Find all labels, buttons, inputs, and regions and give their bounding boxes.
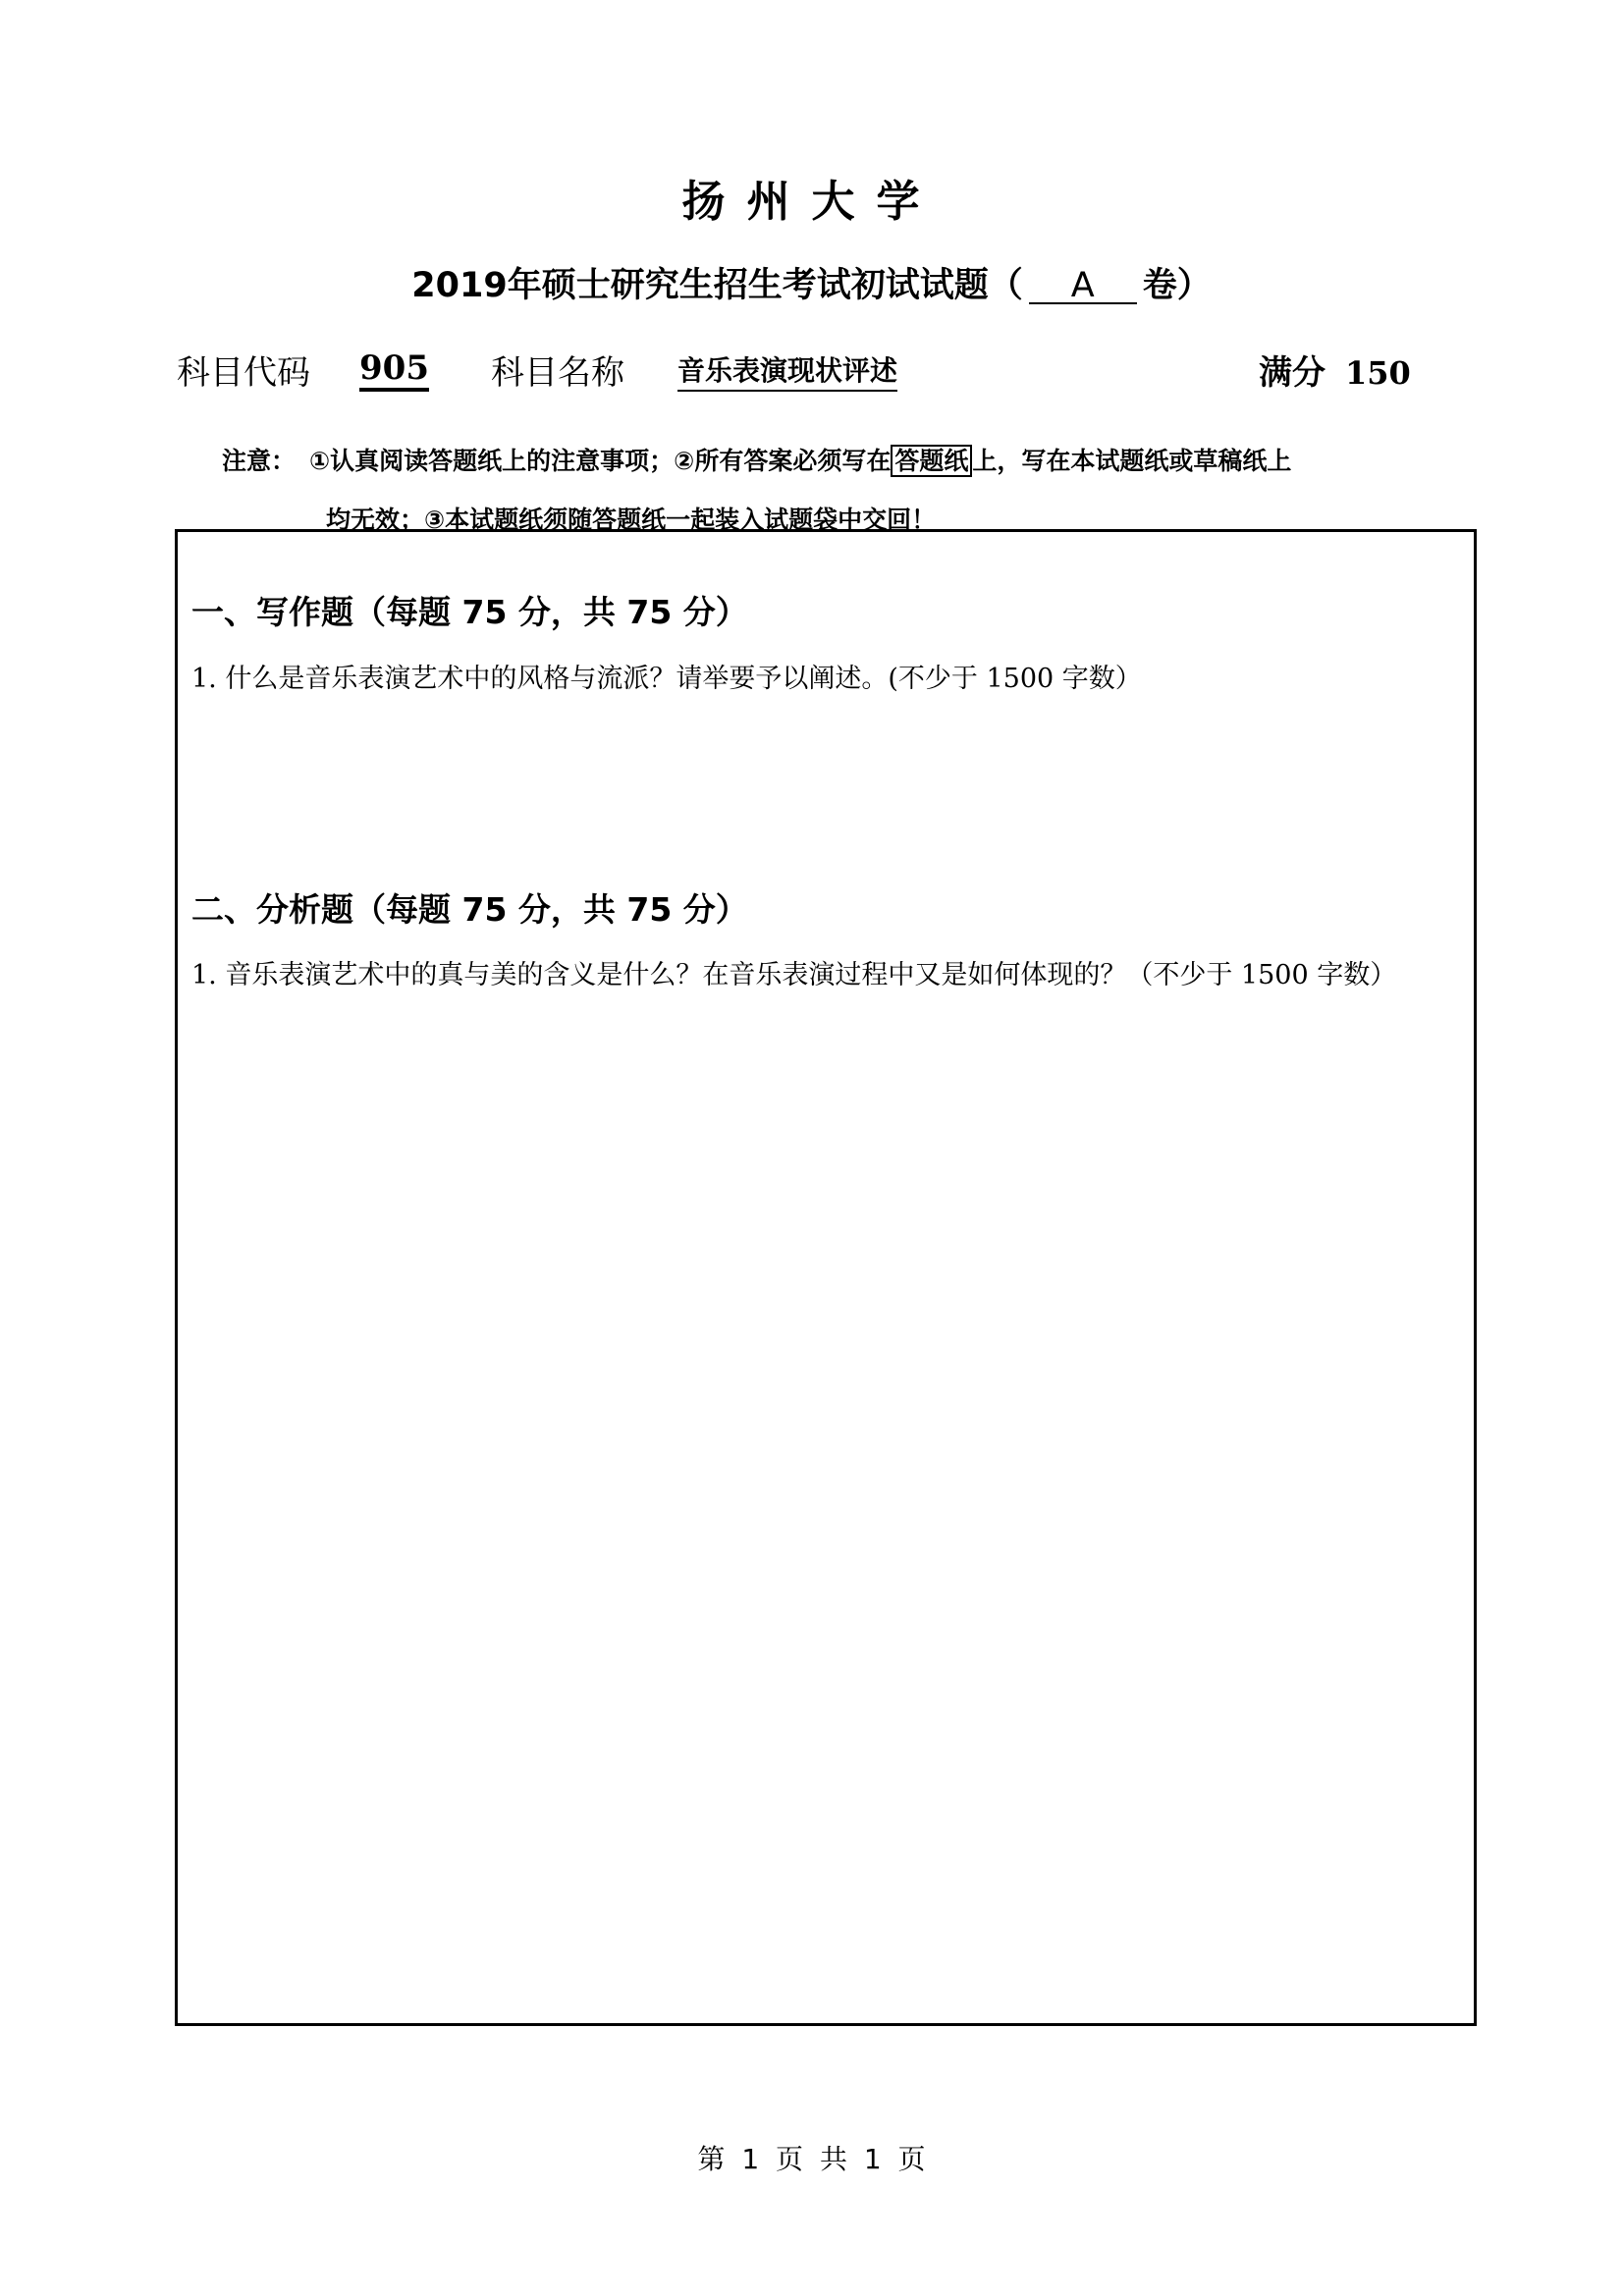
notice-line2: 均无效；③本试题纸须随答题纸一起装入试题袋中交回！ [326,506,937,534]
answer-sheet-boxed: 答题纸 [891,445,972,477]
question-analysis-1: 1. 音乐表演艺术中的真与美的含义是什么？在音乐表演过程中又是如何体现的？（不少于 1500 字数） [191,960,1397,990]
paper-version: A [1029,269,1137,304]
subject-name-label: 科目名称 [491,353,624,393]
question-writing-1: 1. 什么是音乐表演艺术中的风格与流派？请举要予以阐述。(不少于 1500 字数） [191,664,1142,694]
exam-title-prefix: 2019年硕士研究生招生考试初试试题（ [411,266,1023,305]
exam-title-suffix: 卷） [1142,266,1212,305]
section-title-analysis: 二、分析题（每题 75 分，共 75 分） [191,890,748,929]
subject-info-row [177,348,1424,398]
notice-label: 注意： [222,447,297,475]
page-footer: 第 1 页 共 1 页 [697,2143,926,2175]
subject-name-value: 音乐表演现状评述 [677,352,897,392]
subject-code-value: 905 [359,348,429,392]
full-score-label: 满分 [1259,353,1325,393]
subject-code-label: 科目代码 [177,353,310,393]
section-title-writing: 一、写作题（每题 75 分，共 75 分） [191,593,748,631]
exam-title [0,263,1623,308]
university-name: 扬州大学 [681,177,942,227]
notice-line1-a: ①认真阅读答题纸上的注意事项；②所有答案必须写在 [309,447,892,475]
full-score-value: 150 [1345,354,1411,392]
exam-question-box [175,529,1477,2026]
notice-line1-b: 上，写在本试题纸或草稿纸上 [972,447,1292,475]
